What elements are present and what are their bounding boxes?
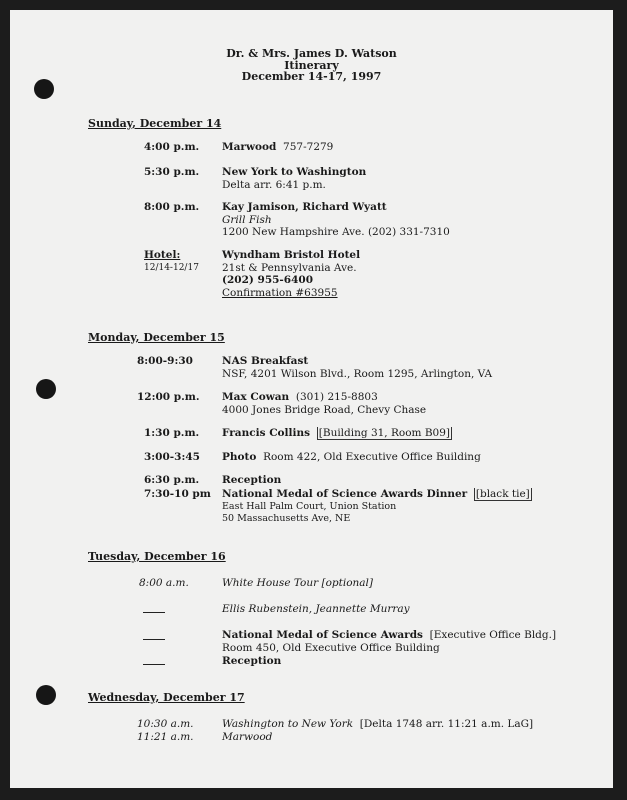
day-heading-tuesday: Tuesday, December 16: [88, 550, 226, 563]
time-wednesday-1: 10:30 a.m.: [137, 718, 194, 730]
entry-wednesday-2: Marwood: [222, 731, 273, 743]
time-blank-tuesday-3: [143, 639, 165, 640]
entry-name: Washington to New York: [222, 718, 354, 730]
time-monday-5: 6:30 p.m.: [144, 474, 200, 486]
entry-sunday-1: [222, 141, 333, 154]
entry-monday-4: [222, 451, 481, 464]
entry-tuesday-3: [222, 629, 556, 654]
entry-location: [Executive Office Bldg.]: [429, 629, 557, 641]
time-sunday-1: 4:00 p.m.: [144, 141, 200, 153]
entry-name: NAS Breakfast: [222, 355, 309, 367]
entry-name: National Medal of Science Awards Dinner: [222, 488, 468, 500]
document-header: [10, 48, 613, 83]
entry-detail: NSF, 4201 Wilson Blvd., Room 1295, Arlington, VA: [222, 367, 493, 380]
hotel-name: Wyndham Bristol Hotel: [222, 249, 361, 261]
punch-hole-bottom: [36, 685, 56, 705]
entry-monday-3: [222, 427, 452, 440]
day-heading-wednesday: Wednesday, December 17: [88, 691, 245, 704]
entry-dress-code: [black tie]: [475, 488, 530, 500]
entry-hotel: [222, 249, 360, 299]
entry-venue: Grill Fish: [222, 213, 272, 226]
entry-name: Photo: [222, 451, 257, 463]
time-sunday-2: 5:30 p.m.: [144, 166, 200, 178]
entry-monday-2: [222, 391, 426, 416]
day-heading-monday: Monday, December 15: [88, 331, 225, 344]
entry-address: 50 Massachusetts Ave, NE: [222, 513, 351, 524]
entry-wednesday-1: [222, 718, 533, 731]
entry-location: [Building 31, Room B09]: [318, 427, 450, 439]
time-monday-4: 3:00-3:45: [144, 451, 200, 463]
time-blank-tuesday-4: [143, 664, 165, 665]
header-names: Dr. & Mrs. James D. Watson: [226, 47, 397, 60]
hotel-label: Hotel:: [144, 249, 181, 261]
entry-name: Reception: [222, 474, 282, 486]
entry-flight: [Delta 1748 arr. 11:21 a.m. LaG]: [359, 718, 534, 730]
entry-venue: East Hall Palm Court, Union Station: [222, 500, 397, 512]
time-monday-2: 12:00 p.m.: [137, 391, 200, 403]
entry-address: Room 450, Old Executive Office Building: [222, 641, 440, 654]
entry-monday-1: [222, 355, 492, 380]
time-tuesday-1: 8:00 a.m.: [139, 577, 189, 589]
entry-detail: Delta arr. 6:41 p.m.: [222, 178, 326, 191]
time-monday-6: 7:30-10 pm: [144, 488, 211, 500]
time-monday-3: 1:30 p.m.: [144, 427, 200, 439]
entry-sunday-2: [222, 166, 366, 191]
time-sunday-3: 8:00 p.m.: [144, 201, 200, 213]
entry-phone: (301) 215-8803: [295, 391, 378, 403]
time-monday-1: 8:00-9:30: [137, 355, 193, 367]
entry-name: National Medal of Science Awards: [222, 629, 423, 641]
punch-hole-middle: [36, 379, 56, 399]
entry-name: Max Cowan: [222, 391, 290, 403]
time-wednesday-2: 11:21 a.m.: [137, 731, 194, 743]
entry-name: Kay Jamison, Richard Wyatt: [222, 201, 387, 213]
hotel-dates: 12/14-12/17: [144, 263, 199, 273]
entry-name: Francis Collins: [222, 427, 311, 439]
hotel-address: 21st & Pennsylvania Ave.: [222, 261, 357, 274]
day-heading-sunday: Sunday, December 14: [88, 117, 222, 130]
hotel-confirmation: Confirmation #63955: [222, 286, 338, 299]
entry-monday-5: [222, 474, 281, 487]
entry-monday-6: [222, 488, 532, 526]
entry-tuesday-2: Ellis Rubenstein, Jeannette Murray: [222, 603, 410, 615]
itinerary-page: [10, 10, 613, 788]
entry-address: 1200 New Hampshire Ave. (202) 331-7310: [222, 226, 450, 238]
entry-tuesday-4: Reception: [222, 655, 282, 667]
header-title: Itinerary: [284, 58, 339, 72]
time-blank-tuesday-2: [143, 612, 165, 613]
header-dates: December 14-17, 1997: [241, 70, 382, 83]
entry-tuesday-1: White House Tour [optional]: [222, 577, 374, 589]
hotel-phone: (202) 955-6400: [222, 274, 314, 286]
entry-location: Room 422, Old Executive Office Building: [263, 451, 481, 463]
entry-name: Marwood: [222, 141, 277, 153]
entry-address: 4000 Jones Bridge Road, Chevy Chase: [222, 403, 427, 416]
entry-phone: 757-7279: [283, 141, 334, 153]
entry-sunday-3: [222, 201, 450, 239]
entry-name: New York to Washington: [222, 166, 367, 178]
